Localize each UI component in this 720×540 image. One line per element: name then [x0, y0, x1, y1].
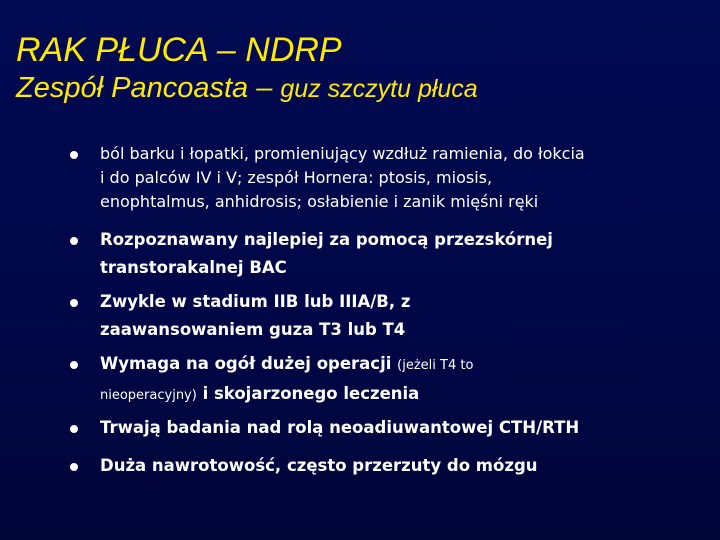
bullet-dot-icon: [70, 299, 78, 307]
bullet-text: [100, 226, 680, 282]
bullet-line: Rozpoznawany najlepiej za pomocą przezskórnej: [100, 230, 553, 249]
slide-title: [16, 30, 478, 107]
bullet-line: [100, 380, 680, 410]
bullet-dot-icon: [70, 237, 78, 245]
bullet-line: i do palców IV i V; zespół Hornera: ptosis, miosis,: [100, 168, 493, 187]
bullet-dot-icon: [70, 463, 78, 471]
bullet-line: transtorakalnej BAC: [100, 258, 287, 277]
bullet-text: [100, 452, 680, 480]
bullet-text: [100, 288, 680, 344]
bullet-main-text: i skojarzonego leczenia: [196, 384, 420, 403]
bullet-note-text: (jeżeli T4 to: [397, 358, 474, 373]
title-line-1: RAK PŁUCA – NDRP: [16, 31, 342, 69]
bullet-dot-icon: [70, 425, 78, 433]
bullet-line: ból barku i łopatki, promieniujący wzdłuż ramienia, do łokcia: [100, 144, 585, 163]
bullet-line: Duża nawrotowość, często przerzuty do mózgu: [100, 456, 538, 475]
bullet-line: [100, 350, 680, 380]
title-line-2: [16, 70, 478, 107]
title-line-2-sub: guz szczytu płuca: [280, 75, 478, 103]
bullet-dot-icon: [70, 361, 78, 369]
bullet-text: [100, 414, 680, 442]
bullet-text: [100, 142, 680, 214]
title-line-2-main: Zespół Pancoasta –: [16, 72, 281, 104]
bullet-line: Trwają badania nad rolą neoadiuwantowej CTH/RTH: [100, 418, 580, 437]
bullet-line: zaawansowaniem guza T3 lub T4: [100, 320, 406, 339]
bullet-text: [100, 350, 680, 410]
bullet-note-text: nieoperacyjny): [100, 388, 197, 403]
bullet-line: enophtalmus, anhidrosis; osłabienie i zanik mięśni ręki: [100, 192, 539, 211]
bullet-line: Zwykle w stadium IIB lub IIIA/B, z: [100, 292, 411, 311]
bullet-dot-icon: [70, 151, 78, 159]
bullet-main-text: Wymaga na ogół dużej operacji: [100, 354, 398, 373]
